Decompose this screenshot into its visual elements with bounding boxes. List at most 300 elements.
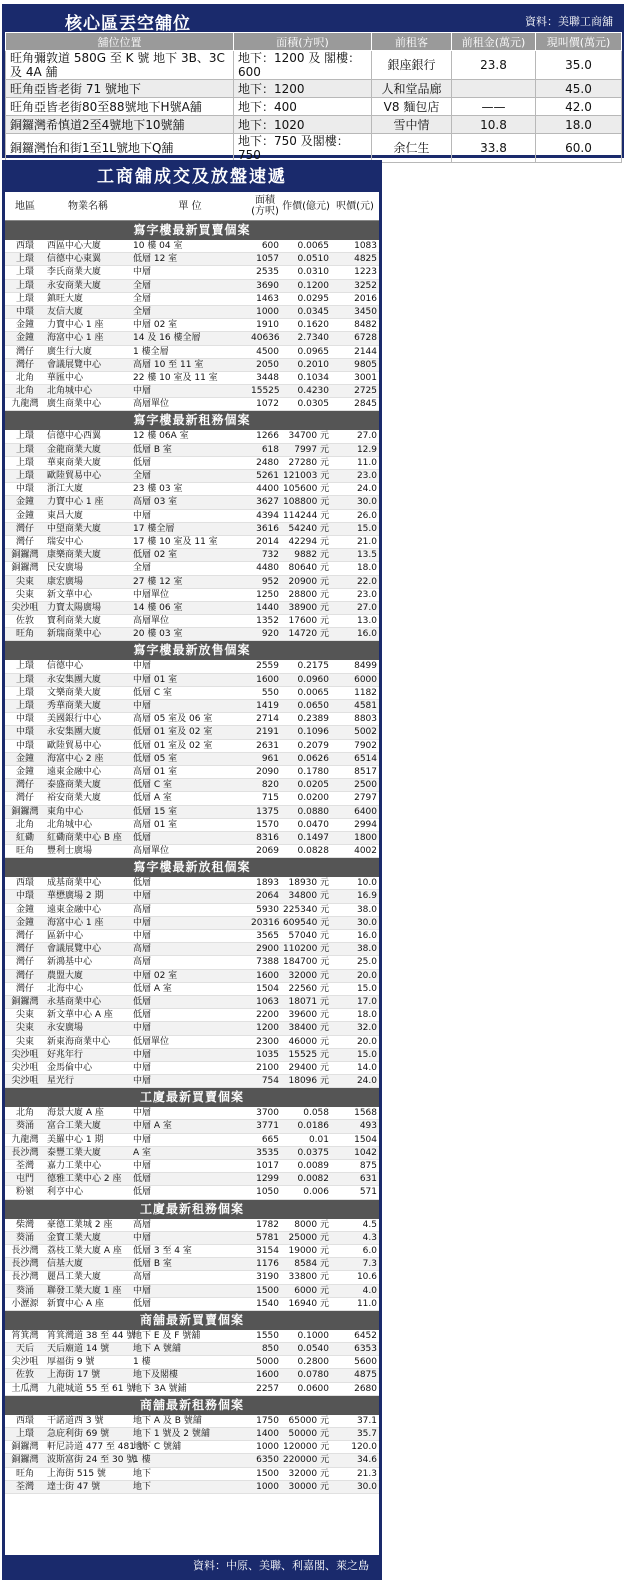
cell-unit: 地下 C 號舖 bbox=[133, 1442, 182, 1453]
table-row bbox=[5, 943, 379, 956]
cell-district: 小瀝源 bbox=[11, 1298, 39, 1309]
table-row bbox=[5, 1036, 379, 1049]
cell-price: 0.0089 bbox=[297, 1161, 329, 1171]
cell-area: 3154 bbox=[256, 1245, 279, 1256]
cell-unit-price: 23.0 bbox=[356, 471, 377, 481]
cell-unit-price: 5002 bbox=[354, 727, 377, 738]
table-row bbox=[5, 444, 379, 457]
cell-unit-price: 24.0 bbox=[356, 484, 377, 495]
cell-unit: 中層 01 室 bbox=[133, 674, 178, 685]
cell-unit: 22 樓 10 室及 11 室 bbox=[133, 372, 218, 383]
cell-unit: 低層 C 室 bbox=[133, 780, 173, 791]
cell-unit: 低層 3 至 4 室 bbox=[133, 1245, 192, 1256]
cell-unit: 中層 bbox=[133, 661, 152, 672]
cell-district: 中環 bbox=[15, 891, 34, 902]
vacant-shops-title: 核心區丟空舖位 bbox=[65, 14, 191, 34]
cell-unit: 27 樓 12 室 bbox=[133, 576, 183, 587]
table-row bbox=[5, 700, 379, 713]
cell-area: 4500 bbox=[256, 346, 279, 357]
cell-price: 0.4230 bbox=[297, 386, 329, 397]
cell-area: 3627 bbox=[256, 497, 279, 508]
cell-area: 1000 bbox=[256, 306, 279, 317]
cell-property: 信德中心西翼 bbox=[47, 431, 102, 442]
cell-unit: 低層 bbox=[133, 996, 152, 1007]
table-row bbox=[5, 359, 379, 372]
cell-price: 8584 元 bbox=[294, 1259, 329, 1270]
cell-unit-price: 10.6 bbox=[356, 1272, 377, 1283]
cell-property: 九龍城道 55 至 61 號 bbox=[47, 1383, 136, 1394]
vacant-cell-prev: 33.8 bbox=[452, 134, 536, 163]
cell-price: 0.0470 bbox=[297, 819, 329, 830]
table-row bbox=[5, 753, 379, 766]
cell-unit: 中層 bbox=[133, 1134, 152, 1145]
cell-district: 粉嶺 bbox=[15, 1187, 34, 1198]
table-row bbox=[5, 983, 379, 996]
cell-property: 聯發工業大廈 1 座 bbox=[47, 1285, 122, 1296]
cell-area: 2200 bbox=[256, 1010, 279, 1021]
cell-price: 0.0305 bbox=[297, 399, 329, 410]
cell-unit-price: 20.0 bbox=[356, 1036, 377, 1047]
cell-unit-price: 8803 bbox=[354, 714, 377, 725]
cell-price: 38400 元 bbox=[288, 1023, 329, 1034]
cell-price: 0.0880 bbox=[297, 806, 329, 817]
cell-area: 2257 bbox=[256, 1383, 279, 1394]
cell-property: 遠東金融中心 bbox=[47, 904, 102, 915]
vacant-cell-ask: 45.0 bbox=[536, 80, 622, 98]
cell-unit-price: 25.0 bbox=[356, 957, 377, 968]
cell-area: 2900 bbox=[256, 944, 279, 955]
cell-price: 65000 元 bbox=[288, 1415, 329, 1426]
cell-area: 665 bbox=[261, 1134, 279, 1145]
cell-price: 0.2079 bbox=[297, 740, 329, 751]
cell-unit-price: 38.0 bbox=[356, 904, 377, 915]
cell-unit: 中層 02 室 bbox=[133, 970, 178, 981]
cell-area: 1893 bbox=[256, 878, 279, 889]
vacant-cell-prev: —— bbox=[452, 98, 536, 116]
table-row bbox=[5, 1160, 379, 1173]
table-row bbox=[5, 1219, 379, 1232]
cell-unit-price: 26.0 bbox=[356, 510, 377, 521]
cell-unit-price: 3001 bbox=[354, 372, 377, 383]
cell-unit: 低層 B 室 bbox=[133, 444, 172, 455]
table-row bbox=[5, 1134, 379, 1147]
cell-unit: 高層 bbox=[133, 957, 152, 968]
cell-district: 上環 bbox=[15, 674, 34, 685]
cell-district: 葵涌 bbox=[15, 1232, 34, 1243]
cell-price: 42294 元 bbox=[288, 536, 329, 547]
cell-district: 中環 bbox=[15, 484, 34, 495]
cell-unit: 低層 01 室及 02 室 bbox=[133, 740, 213, 751]
table-row bbox=[5, 904, 379, 917]
cell-price: 57040 元 bbox=[288, 931, 329, 941]
cell-property: 信德中心 bbox=[47, 661, 84, 672]
cell-area: 5000 bbox=[256, 1357, 279, 1368]
cell-property: 華東商業大廈 bbox=[47, 457, 102, 468]
cell-area: 1072 bbox=[256, 399, 279, 410]
cell-property: 金龍商業大廈 bbox=[47, 444, 102, 455]
cell-property: 力寶中心 1 座 bbox=[47, 497, 104, 508]
cell-price: 0.0205 bbox=[297, 780, 329, 791]
cell-property: 友信大廈 bbox=[47, 306, 84, 317]
cell-unit-price: 120.0 bbox=[351, 1442, 377, 1453]
cell-area: 2535 bbox=[256, 267, 279, 278]
cell-property: 新寶中心 A 座 bbox=[47, 1298, 104, 1309]
cell-price: 6000 元 bbox=[294, 1285, 329, 1296]
cell-unit: 中層 bbox=[133, 891, 152, 902]
cell-price: 0.0082 bbox=[297, 1174, 329, 1185]
table-row bbox=[5, 996, 379, 1009]
cell-district: 銅鑼灣 bbox=[11, 806, 39, 817]
cell-unit: 地下 bbox=[133, 1481, 152, 1492]
cell-district: 西環 bbox=[15, 878, 34, 889]
cell-unit: 低層 02 室 bbox=[133, 550, 178, 561]
cell-price: 16940 元 bbox=[288, 1298, 329, 1309]
section-rows bbox=[5, 877, 379, 1088]
cell-district: 灣仔 bbox=[15, 793, 34, 804]
cell-unit-price: 37.1 bbox=[356, 1415, 377, 1426]
cell-price: 0.0200 bbox=[297, 793, 329, 804]
table-row bbox=[5, 293, 379, 306]
cell-district: 上環 bbox=[15, 267, 34, 278]
cell-district: 尖沙咀 bbox=[11, 1357, 39, 1368]
cell-price: 0.0828 bbox=[297, 846, 329, 857]
cell-unit-price: 27.0 bbox=[356, 602, 377, 613]
cell-unit: 中層 bbox=[133, 701, 152, 711]
cell-property: 永安集團大廈 bbox=[47, 727, 102, 738]
cell-unit-price: 1223 bbox=[354, 267, 377, 278]
cell-unit: 地下 E 及 F 號舖 bbox=[133, 1330, 201, 1341]
cell-area: 5781 bbox=[256, 1232, 279, 1243]
cell-district: 尖東 bbox=[15, 1010, 34, 1021]
cell-unit-price: 6728 bbox=[354, 333, 377, 344]
cell-area: 6350 bbox=[256, 1455, 279, 1466]
cell-district: 九龍灣 bbox=[11, 399, 39, 410]
cell-property: 美國銀行中心 bbox=[47, 714, 102, 725]
cell-district: 金鐘 bbox=[15, 510, 34, 521]
cell-price: 225340 元 bbox=[283, 904, 330, 915]
cell-area: 3690 bbox=[256, 280, 279, 291]
cell-property: 華匯中心 bbox=[47, 372, 84, 383]
vacant-cell-loc: 銅鑼灣怡和街1至1L號地下Q舖 bbox=[6, 134, 234, 163]
cell-unit-price: 6452 bbox=[354, 1330, 377, 1341]
cell-unit: 全層 bbox=[133, 471, 152, 481]
vacant-cell-prev: 10.8 bbox=[452, 116, 536, 134]
cell-unit-price: 571 bbox=[359, 1187, 377, 1198]
cell-unit: 1 樓 bbox=[133, 1455, 151, 1466]
cell-area: 1035 bbox=[256, 1049, 279, 1060]
vacant-shop-row bbox=[6, 80, 622, 98]
cell-property: 美羅中心 1 期 bbox=[47, 1134, 104, 1145]
cell-district: 屯門 bbox=[15, 1174, 34, 1185]
col-price: 作價(億元) bbox=[282, 200, 330, 212]
table-row bbox=[5, 628, 379, 641]
cell-district: 長沙灣 bbox=[11, 1272, 39, 1283]
cell-unit: 低層 bbox=[133, 457, 152, 468]
table-row bbox=[5, 1428, 379, 1441]
cell-price: 25000 元 bbox=[288, 1232, 329, 1243]
cell-district: 金鐘 bbox=[15, 766, 34, 777]
cell-price: 17600 元 bbox=[288, 616, 329, 627]
cell-district: 灣仔 bbox=[15, 970, 34, 981]
cell-district: 北角 bbox=[15, 1108, 34, 1119]
cell-property: 東角中心 bbox=[47, 806, 84, 817]
transactions-title: 工商舖成交及放盤速遞 bbox=[5, 163, 379, 192]
cell-area: 1500 bbox=[256, 1468, 279, 1479]
section-rows bbox=[5, 240, 379, 411]
table-row bbox=[5, 306, 379, 319]
cell-unit: 14 及 16 樓全層 bbox=[133, 333, 201, 344]
cell-district: 旺角 bbox=[15, 1468, 34, 1479]
cell-area: 1550 bbox=[256, 1330, 279, 1341]
cell-unit: 低層 bbox=[133, 878, 152, 889]
cell-unit-price: 4002 bbox=[354, 846, 377, 857]
cell-area: 1750 bbox=[256, 1415, 279, 1426]
cell-area: 618 bbox=[261, 444, 279, 455]
section-rows bbox=[5, 660, 379, 858]
cell-area: 2064 bbox=[256, 891, 279, 902]
cell-property: 區新中心 bbox=[47, 931, 84, 941]
cell-unit-price: 3252 bbox=[354, 280, 377, 291]
transactions-sections bbox=[5, 221, 379, 1494]
cell-unit-price: 631 bbox=[359, 1174, 377, 1185]
cell-unit-price: 3450 bbox=[354, 306, 377, 317]
table-row bbox=[5, 890, 379, 903]
cell-area: 8316 bbox=[256, 832, 279, 843]
transactions-header-row bbox=[5, 192, 379, 221]
table-row bbox=[5, 713, 379, 726]
cell-district: 長沙灣 bbox=[11, 1259, 39, 1270]
cell-district: 金鐘 bbox=[15, 917, 34, 928]
cell-district: 上環 bbox=[15, 280, 34, 291]
cell-unit: 低層 bbox=[133, 1010, 152, 1021]
cell-property: 農盟大廈 bbox=[47, 970, 84, 981]
cell-area: 1299 bbox=[256, 1174, 279, 1185]
cell-unit: 高層 bbox=[133, 904, 152, 915]
section-rows bbox=[5, 1330, 379, 1396]
cell-area: 1176 bbox=[256, 1259, 279, 1270]
cell-unit-price: 15.0 bbox=[356, 1049, 377, 1060]
cell-price: 0.0375 bbox=[297, 1147, 329, 1158]
cell-unit: 中層 bbox=[133, 386, 152, 397]
cell-district: 上環 bbox=[15, 293, 34, 304]
table-row bbox=[5, 1049, 379, 1062]
cell-property: 海富中心 1 座 bbox=[47, 917, 104, 928]
cell-unit-price: 30.0 bbox=[356, 917, 377, 928]
table-row bbox=[5, 615, 379, 628]
table-row bbox=[5, 1369, 379, 1382]
cell-price: 39600 元 bbox=[288, 1010, 329, 1021]
cell-district: 銅鑼灣 bbox=[11, 550, 39, 561]
cell-district: 上環 bbox=[15, 1429, 34, 1439]
cell-property: 新鴻基中心 bbox=[47, 957, 93, 968]
table-row bbox=[5, 1481, 379, 1494]
section-title: 寫字樓最新買賣個案 bbox=[5, 221, 379, 240]
cell-property: 泰盛商業大廈 bbox=[47, 780, 102, 791]
table-row bbox=[5, 1356, 379, 1369]
cell-unit: 高層單位 bbox=[133, 616, 170, 627]
table-row bbox=[5, 1441, 379, 1454]
cell-price: 0.0650 bbox=[297, 701, 329, 711]
cell-price: 18071 元 bbox=[288, 996, 329, 1007]
vacant-shops-table bbox=[5, 32, 622, 163]
table-row bbox=[5, 510, 379, 523]
table-row bbox=[5, 1415, 379, 1428]
table-row bbox=[5, 1120, 379, 1133]
cell-area: 7388 bbox=[256, 957, 279, 968]
cell-unit: 23 樓 03 室 bbox=[133, 484, 183, 495]
table-row bbox=[5, 845, 379, 858]
cell-price: 0.0600 bbox=[297, 1383, 329, 1394]
cell-property: 秀華商業大廈 bbox=[47, 701, 102, 711]
cell-district: 上環 bbox=[15, 687, 34, 698]
cell-area: 1540 bbox=[256, 1298, 279, 1309]
cell-area: 920 bbox=[261, 629, 279, 640]
transactions-panel bbox=[2, 160, 382, 1580]
cell-property: 新文華中心 bbox=[47, 589, 93, 600]
cell-unit-price: 27.0 bbox=[356, 431, 377, 442]
cell-unit-price: 2144 bbox=[354, 346, 377, 357]
cell-property: 遠東金融中心 bbox=[47, 766, 102, 777]
cell-property: 干諾道西 3 號 bbox=[47, 1415, 104, 1426]
table-row bbox=[5, 496, 379, 509]
cell-price: 9882 元 bbox=[294, 550, 329, 561]
cell-unit-price: 38.0 bbox=[356, 944, 377, 955]
vacant-cell-tenant: 余仁生 bbox=[372, 134, 452, 163]
cell-district: 尖沙咀 bbox=[11, 1076, 39, 1087]
cell-unit-price: 1800 bbox=[354, 832, 377, 843]
cell-property: 好兆年行 bbox=[47, 1049, 84, 1060]
cell-unit-price: 12.9 bbox=[356, 444, 377, 455]
cell-district: 北角 bbox=[15, 819, 34, 830]
section-title: 寫字樓最新放售個案 bbox=[5, 641, 379, 660]
vacant-col-header: 舖位位置 bbox=[6, 33, 234, 51]
cell-unit-price: 32.0 bbox=[356, 1023, 377, 1034]
cell-district: 灣仔 bbox=[15, 957, 34, 968]
cell-unit: 低層 05 室 bbox=[133, 753, 178, 764]
cell-unit-price: 1182 bbox=[354, 687, 377, 698]
cell-unit: A 室 bbox=[133, 1147, 152, 1158]
cell-area: 1910 bbox=[256, 320, 279, 331]
cell-area: 3771 bbox=[256, 1121, 279, 1132]
cell-price: 184700 元 bbox=[283, 957, 330, 968]
cell-unit: 全層 bbox=[133, 563, 152, 574]
cell-district: 佐敦 bbox=[15, 616, 34, 627]
section-title: 寫字樓最新放租個案 bbox=[5, 858, 379, 877]
table-row bbox=[5, 1271, 379, 1284]
cell-area: 2069 bbox=[256, 846, 279, 857]
cell-unit: 中層 bbox=[133, 1049, 152, 1060]
table-row bbox=[5, 576, 379, 589]
cell-unit: 低層 C 室 bbox=[133, 687, 173, 698]
table-row bbox=[5, 483, 379, 496]
cell-price: 121003 元 bbox=[283, 471, 330, 481]
cell-property: 厚福街 9 號 bbox=[47, 1357, 95, 1368]
cell-unit-price: 6000 bbox=[354, 674, 377, 685]
cell-area: 600 bbox=[261, 241, 279, 251]
vacant-col-header: 前租客 bbox=[372, 33, 452, 51]
cell-unit: 12 樓 06A 室 bbox=[133, 431, 189, 442]
table-row bbox=[5, 1022, 379, 1035]
cell-district: 尖沙咀 bbox=[11, 1062, 39, 1073]
cell-property: 信德中心東翼 bbox=[47, 254, 102, 265]
cell-property: 軒尼詩道 477 至 481 號 bbox=[47, 1442, 147, 1453]
cell-area: 3190 bbox=[256, 1272, 279, 1283]
cell-property: 寶利商業大廈 bbox=[47, 616, 102, 627]
cell-unit: 中層 bbox=[133, 1161, 152, 1171]
table-row bbox=[5, 1383, 379, 1396]
cell-district: 旺角 bbox=[15, 629, 34, 640]
cell-price: 50000 元 bbox=[288, 1429, 329, 1439]
cell-unit: 低層 bbox=[133, 1187, 152, 1198]
cell-unit-price: 21.0 bbox=[356, 536, 377, 547]
cell-area: 1000 bbox=[256, 1442, 279, 1453]
table-row bbox=[5, 319, 379, 332]
cell-district: 佐敦 bbox=[15, 1370, 34, 1381]
vacant-cell-loc: 旺角亞皆老街 71 號地下 bbox=[6, 80, 234, 98]
table-row bbox=[5, 398, 379, 411]
cell-area: 961 bbox=[261, 753, 279, 764]
cell-district: 旺角 bbox=[15, 846, 34, 857]
cell-area: 3448 bbox=[256, 372, 279, 383]
table-row bbox=[5, 536, 379, 549]
col-property: 物業名稱 bbox=[68, 200, 108, 212]
cell-unit: 中層 bbox=[133, 1232, 152, 1243]
cell-area: 715 bbox=[261, 793, 279, 804]
cell-price: 114244 元 bbox=[283, 510, 330, 521]
cell-property: 歐陸貿易中心 bbox=[47, 740, 102, 751]
cell-area: 1600 bbox=[256, 970, 279, 981]
cell-unit-price: 21.3 bbox=[356, 1468, 377, 1479]
cell-property: 文樂商業大廈 bbox=[47, 687, 102, 698]
cell-price: 0.0065 bbox=[297, 241, 329, 251]
cell-area: 1375 bbox=[256, 806, 279, 817]
cell-unit-price: 1042 bbox=[354, 1147, 377, 1158]
table-row bbox=[5, 589, 379, 602]
cell-area: 1419 bbox=[256, 701, 279, 711]
cell-price: 0.0065 bbox=[297, 687, 329, 698]
cell-price: 120000 元 bbox=[283, 1442, 330, 1453]
vacant-cell-tenant: 雪中情 bbox=[372, 116, 452, 134]
cell-area: 820 bbox=[261, 780, 279, 791]
cell-property: 波斯富街 24 至 30 號 bbox=[47, 1455, 136, 1466]
cell-area: 1782 bbox=[256, 1219, 279, 1230]
cell-district: 上環 bbox=[15, 254, 34, 265]
cell-unit: 低層 A 室 bbox=[133, 793, 172, 804]
cell-district: 紅磡 bbox=[15, 832, 34, 843]
cell-price: 34700 元 bbox=[288, 431, 329, 442]
table-row bbox=[5, 253, 379, 266]
cell-unit-price: 5600 bbox=[354, 1357, 377, 1368]
cell-unit-price: 4581 bbox=[354, 701, 377, 711]
cell-area: 1050 bbox=[256, 1187, 279, 1198]
cell-unit-price: 15.0 bbox=[356, 523, 377, 534]
cell-property: 會議展覽中心 bbox=[47, 359, 102, 370]
vacant-cell-prev: 23.8 bbox=[452, 51, 536, 80]
cell-unit-price: 14.0 bbox=[356, 1062, 377, 1073]
cell-property: 北角城中心 bbox=[47, 819, 93, 830]
table-row bbox=[5, 385, 379, 398]
vacant-cell-area: 地下：1200 及 閣樓：600 bbox=[234, 51, 372, 80]
cell-area: 1600 bbox=[256, 1370, 279, 1381]
cell-price: 0.0780 bbox=[297, 1370, 329, 1381]
cell-area: 2100 bbox=[256, 1062, 279, 1073]
cell-price: 0.2800 bbox=[297, 1357, 329, 1368]
cell-price: 0.2175 bbox=[297, 661, 329, 672]
cell-area: 3616 bbox=[256, 523, 279, 534]
cell-unit-price: 2500 bbox=[354, 780, 377, 791]
vacant-cell-tenant: 銀座銀行 bbox=[372, 51, 452, 80]
cell-district: 金鐘 bbox=[15, 333, 34, 344]
